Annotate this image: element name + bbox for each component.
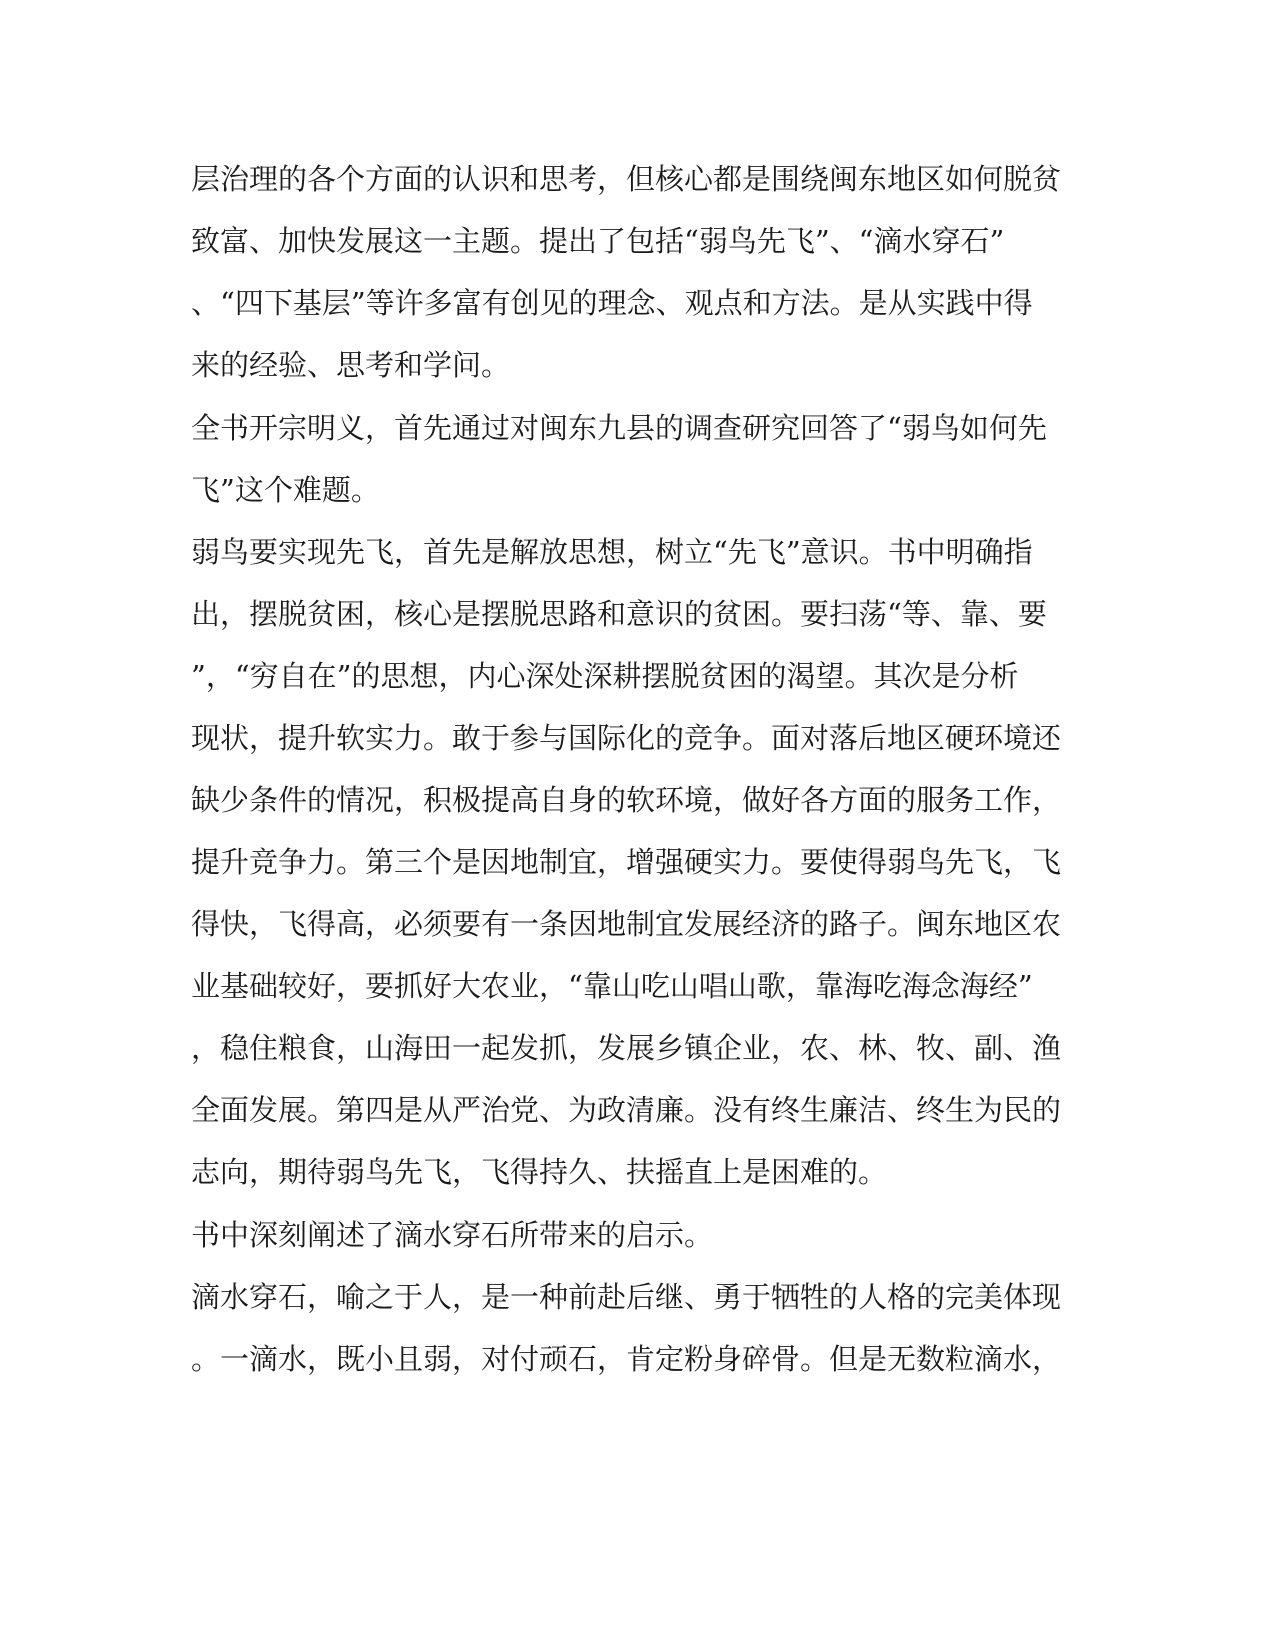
text-line: 全面发展。第四是从严治党、为政清廉。没有终生廉洁、终生为民的 (191, 1093, 1062, 1127)
text-line: 滴水穿石，喻之于人，是一种前赴后继、勇于牺牲的人格的完美体现 (191, 1280, 1062, 1314)
text-line: ，稳住粮食，山海田一起发抓，发展乡镇企业，农、林、牧、副、渔 (191, 1031, 1062, 1065)
text-line: 飞”这个难题。 (191, 473, 380, 507)
text-line: 。一滴水，既小且弱，对付顽石，肯定粉身碎骨。但是无数粒滴水， (191, 1342, 1062, 1376)
text-line: 出，摆脱贫困，核心是摆脱思路和意识的贫困。要扫荡“等、靠、要 (191, 597, 1047, 631)
text-line: 致富、加快发展这一主题。提出了包括“弱鸟先飞”、“滴水穿石” (191, 224, 1005, 258)
text-line: 缺少条件的情况，积极提高自身的软环境，做好各方面的服务工作， (191, 783, 1062, 817)
text-line: 、“四下基层”等许多富有创见的理念、观点和方法。是从实践中得 (191, 286, 1033, 320)
text-line: 来的经验、思考和学问。 (191, 348, 511, 382)
text-line: 全书开宗明义，首先通过对闽东九县的调查研究回答了“弱鸟如何先 (191, 411, 1047, 445)
text-line: 业基础较好，要抓好大农业，“靠山吃山唱山歌，靠海吃海念海经” (191, 969, 1033, 1003)
text-line: 得快，飞得高，必须要有一条因地制宜发展经济的路子。闽东地区农 (191, 907, 1062, 941)
text-line: 弱鸟要实现先飞，首先是解放思想，树立“先飞”意识。书中明确指 (191, 535, 1033, 569)
text-line: 书中深刻阐述了滴水穿石所带来的启示。 (191, 1218, 714, 1252)
text-line: 层治理的各个方面的认识和思考，但核心都是围绕闽东地区如何脱贫 (191, 162, 1062, 196)
text-line: 提升竞争力。第三个是因地制宜，增强硬实力。要使得弱鸟先飞，飞 (191, 845, 1062, 879)
text-line: 现状，提升软实力。敢于参与国际化的竞争。面对落后地区硬环境还 (191, 721, 1062, 755)
text-line: ”，“穷自在”的思想，内心深处深耕摆脱贫困的渴望。其次是分析 (191, 659, 1019, 693)
text-line: 志向，期待弱鸟先飞，飞得持久、扶摇直上是困难的。 (191, 1155, 888, 1189)
